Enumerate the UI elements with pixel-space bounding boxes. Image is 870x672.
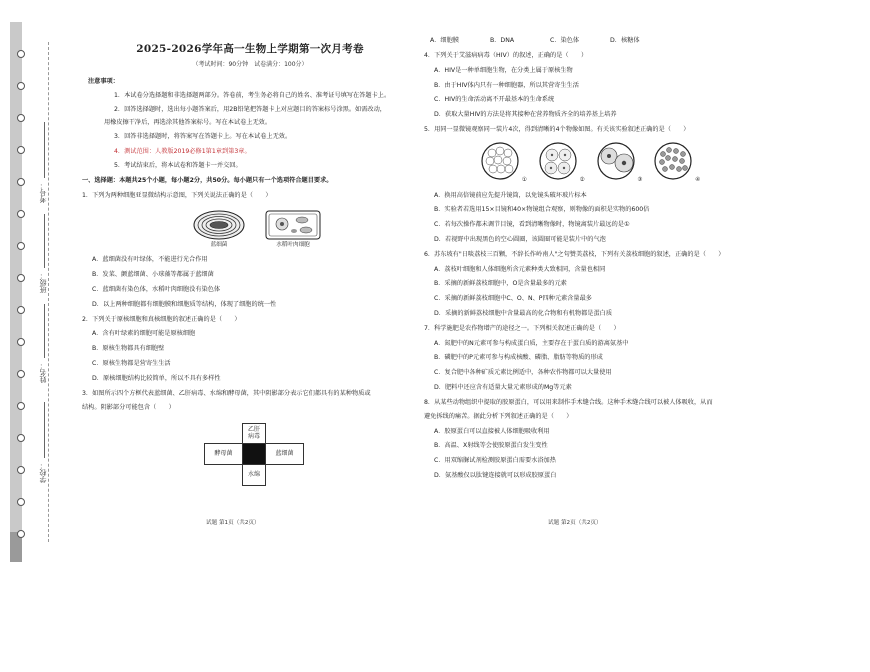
page-footer: 试题 第1页（共2页） [206, 520, 260, 526]
school-label: 学校： [39, 462, 47, 483]
binding-hole [17, 466, 25, 474]
binding-hole [17, 82, 25, 90]
leaf-cell-figure [264, 209, 322, 249]
question-2: 2．下列关于原核细胞和真核细胞的叙述正确的是（ ） [82, 315, 241, 323]
option-a: A．换用高倍镜前应先提升镜筒，以免镜头破坏玻片标本 [434, 191, 587, 199]
cyanobacteria-caption: 蓝细菌 [210, 242, 228, 249]
question-1: 1．下列为两种细胞亚显微结构示意图，下列关说法正确的是（ ） [82, 192, 272, 200]
option-d: D．原核细胞结构比较简单，所以不具有多样性 [92, 374, 221, 382]
cyanobacteria-figure [192, 209, 246, 249]
binding-hole [17, 306, 25, 314]
option-b: B．DNA [490, 37, 515, 44]
view-label: ② [579, 177, 585, 184]
notes-heading: 注意事项： [88, 77, 119, 85]
microscope-view-2 [538, 141, 585, 184]
binding-hole [17, 498, 25, 506]
option-d: D．氨基酸仅以肽键连接就可以形成胶原蛋白 [434, 471, 557, 479]
question-4: 4．下列关于艾滋病病毒（HIV）的叙述，正确的是（ ） [424, 52, 588, 60]
shared-region [242, 443, 266, 465]
option-a: A．胶原蛋白可以直接被人体细胞吸收利用 [434, 427, 550, 435]
binding-hole [17, 338, 25, 346]
option-c: C．复合肥中各种矿质元素比例适中，各种农作物都可以大量使用 [434, 368, 612, 376]
exam-subtitle: （考试时间：90分钟 试卷满分：100分） [192, 60, 308, 68]
name-field[interactable] [44, 304, 46, 358]
question-6: 6．苏东坡有"日啖荔枝三百颗，不辞长作岭南人"之句赞美荔枝，下列有关荔枝细胞的叙述，正确的是（ ） [424, 250, 725, 258]
school-field[interactable] [44, 402, 46, 458]
page-2-column [424, 38, 770, 479]
note-item: 5．考试结束后，将本试卷和答题卡一并交回。 [114, 161, 242, 169]
question-7: 7．科学施肥是农作物增产的途径之一。下列相关叙述正确的是（ ） [424, 324, 620, 332]
cyanobacteria-diagram [192, 209, 246, 241]
cyanobacteria-box: 蓝细菌 [265, 443, 304, 465]
page-1-column [82, 28, 418, 497]
question-8-continued: 避免拆线的痛苦。据此分析下列叙述正确的是（ ） [424, 413, 573, 421]
question-5-figure [480, 141, 770, 184]
page-footer: 试题 第2页（共2页） [548, 520, 602, 526]
question-3: 3．如图所示四个方框代表蓝细菌、乙肝病毒、水绵和酵母菌，其中阴影部分表示它们都具有的某种物质或 [82, 389, 371, 397]
option-c: C．若每次操作都未调节目镜，看到清晰物像时，物镜离装片最远的是① [434, 220, 630, 228]
exam-number-field[interactable] [44, 122, 46, 178]
option-d: D．若视野中出现黑色的空心圆圈，该圆圈可能是装片中的气泡 [434, 235, 606, 243]
option-b: B．发菜、颤蓝细菌、小球藻等都属于蓝细菌 [92, 271, 214, 279]
microscope-view-1 [480, 141, 527, 184]
exam-number-label: 考号： [39, 182, 47, 203]
option-a: A．氮肥中的N元素可参与构成蛋白质，主要存在于蛋白质的游离氨基中 [434, 339, 629, 347]
section-heading: 一、选择题：本题共25个小题，每小题2分，共50分。每小题只有一个选项符合题目要求。 [82, 176, 333, 184]
spirogyra-box: 水绵 [242, 464, 266, 486]
option-b: B．原核生物都具有细胞壁 [92, 345, 165, 353]
binding-hole [17, 242, 25, 250]
view-label: ③ [637, 177, 643, 184]
option-a: A．荔枝叶细胞和人体细胞所含元素种类大致相同，含量也相同 [434, 265, 606, 273]
question-3-figure [204, 423, 324, 497]
note-item: 3．回答非选择题时，将答案写在答题卡上。写在本试卷上无效。 [114, 133, 292, 141]
option-d: D．以上两种细胞都有细胞膜和细胞质等结构，体现了细胞的统一性 [92, 300, 277, 308]
option-a: A．含有叶绿素的细胞可能是原核细胞 [92, 330, 196, 338]
microscope-view-4 [653, 141, 700, 184]
binding-hole [17, 530, 25, 538]
yeast-box: 酵母菌 [204, 443, 243, 465]
class-label: 班级： [39, 272, 47, 293]
microscope-field-diagram [538, 141, 578, 181]
view-label: ④ [695, 177, 701, 184]
option-c: C．采摘的新鲜荔枝细胞中C、O、N、P四种元素含量最多 [434, 294, 592, 302]
binding-hole [17, 146, 25, 154]
question-3-continued: 结构。阴影部分可能包含（ ） [82, 403, 175, 411]
view-label: ① [521, 177, 527, 184]
option-d: D．肥料中还应含有适量大量元素形成的Mg等元素 [434, 383, 572, 391]
option-b: B．磷肥中的P元素可参与构成核酸、磷脂、脂肪等物质的形成 [434, 354, 603, 362]
exam-title: 2025-2026学年高一生物上学期第一次月考卷 [136, 43, 364, 55]
question-5: 5．用同一显微镜观察同一装片4次，得到清晰的4个物像如图。有关该实验叙述正确的是（ ） [424, 126, 690, 134]
leaf-cell-caption: 水稻叶肉细胞 [276, 242, 310, 249]
option-a: A．HIV是一种单细胞生物，在分类上属于原核生物 [434, 66, 573, 74]
option-d: D．获取大量HIV的方法是将其接种在营养物质齐全的培养基上培养 [434, 111, 617, 119]
note-item: 用橡皮擦干净后，再选涂其他答案标号。写在本试卷上无效。 [104, 119, 272, 127]
option-b: B．实验者若选用15×目镜和40×物镜组合观察，则物像的面积是实物的600倍 [434, 206, 650, 214]
binding-hole [17, 370, 25, 378]
option-b: B．由于HIV体内只有一种细胞器，所以其营寄生生活 [434, 81, 579, 89]
option-c: C．原核生物都是营寄生生活 [92, 359, 171, 367]
question-3-options [430, 38, 770, 44]
option-b: B．采摘的新鲜荔枝细胞中，O是含量最多的元素 [434, 280, 567, 288]
question-8: 8．从某些动物组织中提取的胶原蛋白，可以用来制作手术缝合线。这种手术缝合线可以被人体吸收，从而 [424, 398, 713, 406]
option-c: C．染色体 [550, 37, 580, 44]
note-item: 1．本试卷分选择题和非选择题两部分。答卷前，考生务必将自己的姓名、准考证号填写在答题卡上。 [114, 91, 391, 99]
binding-hole [17, 274, 25, 282]
option-d: D．采摘的新鲜荔枝细胞中含量最高的化合物和有机物都是蛋白质 [434, 309, 613, 317]
microscope-field-diagram [653, 141, 693, 181]
binding-hole [17, 50, 25, 58]
name-label: 姓名： [39, 362, 47, 383]
hepatitis-b-box: 乙肝 病毒 [242, 423, 266, 445]
option-c: C．HIV的生命活动离不开最基本的生命系统 [434, 96, 555, 104]
question-1-figure [192, 209, 418, 249]
microscope-field-diagram [480, 141, 520, 181]
option-a: A．蓝细菌没有叶绿体，不能进行光合作用 [92, 256, 208, 264]
binding-hole [17, 114, 25, 122]
binding-hole [17, 210, 25, 218]
binding-strip [10, 22, 72, 562]
option-a: A．细胞膜 [430, 37, 459, 44]
option-c: C．蓝细菌有染色体，水稻叶肉细胞没有染色体 [92, 285, 221, 293]
class-field[interactable] [44, 214, 46, 268]
note-item-test-scope: 4．测试范围：人教版2019必修1第1章到第3章。 [114, 147, 251, 155]
binding-hole [17, 434, 25, 442]
option-b: B．高温、X射线等会使胶原蛋白发生变性 [434, 442, 548, 450]
binding-hole [17, 402, 25, 410]
option-c: C．用双缩脲试剂检测胶原蛋白需要水浴加热 [434, 457, 556, 465]
note-item: 2．回答选择题时，选出每小题答案后，用2B铅笔把答题卡上对应题目的答案标号涂黑。如需改动， [114, 105, 386, 113]
binding-fold-line [48, 42, 50, 542]
binding-hole [17, 178, 25, 186]
microscope-field-diagram [596, 141, 636, 181]
microscope-view-3 [596, 141, 643, 184]
leaf-cell-diagram [264, 209, 322, 241]
option-d: D．核糖体 [610, 37, 640, 44]
